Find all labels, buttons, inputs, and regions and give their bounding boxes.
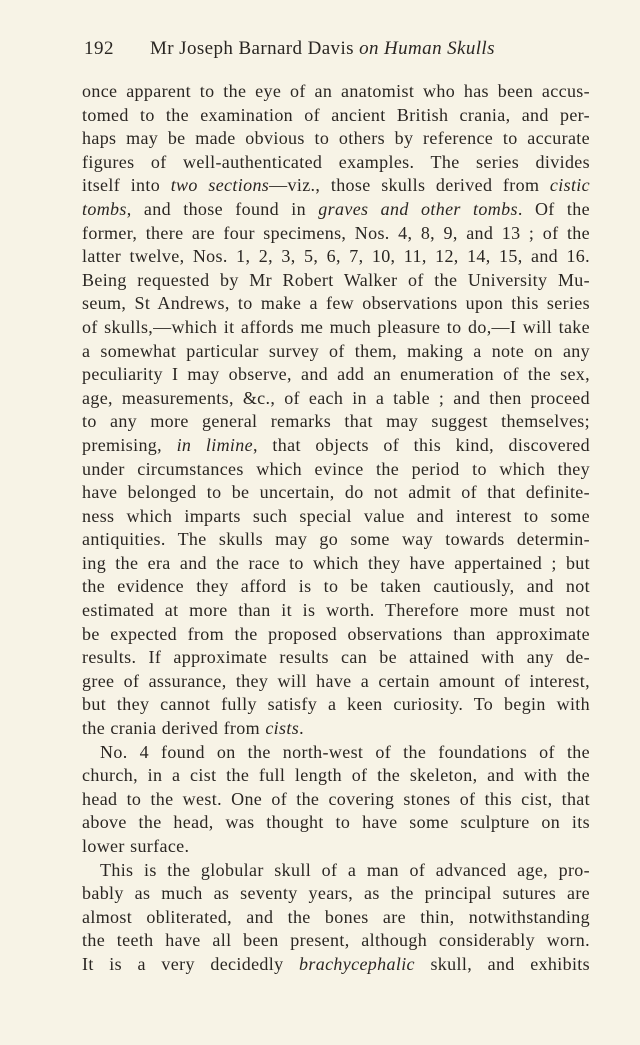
text-line [82, 528, 590, 552]
text-line [82, 623, 590, 647]
text-line [82, 953, 590, 977]
text-segment: almost obliterated, and the bones are thin, notwithstanding [82, 906, 590, 927]
text-line [82, 410, 590, 434]
text-line [82, 198, 590, 222]
text-line [82, 316, 590, 340]
text-line [82, 151, 590, 175]
text-segment: ness which imparts such special value and interest to some [82, 505, 590, 526]
text-segment: the crania derived from [82, 718, 266, 739]
text-line [82, 80, 590, 104]
text-line [82, 741, 590, 765]
italic-text: brachycephalic [299, 953, 415, 974]
text-segment: head to the west. One of the covering stones of this cist, that [82, 788, 590, 809]
text-line [82, 269, 590, 293]
text-line [82, 929, 590, 953]
text-line [82, 859, 590, 883]
text-segment: of skulls,—which it affords me much pleasure to do,—I will take [82, 316, 590, 337]
text-segment: antiquities. The skulls may go some way towards determin- [82, 529, 590, 550]
text-line [82, 363, 590, 387]
text-segment: lower surface. [82, 836, 190, 856]
text-line [82, 127, 590, 151]
italic-text: in limine [176, 434, 253, 455]
text-line [82, 764, 590, 788]
page-number: 192 [84, 38, 114, 59]
text-segment: ing the era and the race to which they have appertained ; but [82, 552, 590, 573]
text-line [82, 222, 590, 246]
text-segment: It is a very decidedly [82, 953, 300, 974]
text-line [82, 575, 590, 599]
text-line [82, 835, 590, 859]
text-segment: but they cannot fully satisfy a keen curiosity. To begin with [82, 694, 590, 715]
text-segment: gree of assurance, they will have a certain amount of interest, [82, 670, 590, 691]
italic-text: cists [265, 718, 300, 739]
text-segment: . [299, 718, 304, 739]
text-line [82, 599, 590, 623]
text-line [82, 670, 590, 694]
text-line [82, 104, 590, 128]
text-line [82, 717, 590, 741]
text-segment: above the head, was thought to have some sculpture on its [82, 812, 590, 833]
body-text [82, 80, 590, 977]
text-segment: results. If approximate results can be attained with any de- [82, 647, 590, 668]
italic-text: graves and other tombs [318, 198, 518, 219]
text-line [82, 174, 590, 198]
text-line [82, 458, 590, 482]
italic-text: tombs [82, 198, 127, 219]
text-line [82, 788, 590, 812]
text-line [82, 882, 590, 906]
text-line [82, 552, 590, 576]
text-segment: be expected from the proposed observations than approximate [82, 623, 590, 644]
text-line [82, 340, 590, 364]
text-segment: under circumstances which evince the period to which they [82, 458, 590, 479]
text-segment: once apparent to the eye of an anatomist who has been accus- [82, 81, 590, 101]
text-line [82, 505, 590, 529]
text-segment: former, there are four specimens, Nos. 4, 8, 9, and 13 ; of the [82, 222, 590, 243]
text-segment: , and those found in [126, 198, 319, 219]
text-line [82, 693, 590, 717]
text-segment: Being requested by Mr Robert Walker of the University Mu- [82, 269, 590, 290]
text-segment: estimated at more than it is worth. Therefore more must not [82, 600, 590, 621]
text-segment: skull, and exhibits [414, 953, 590, 974]
text-segment: a somewhat particular survey of them, making a note on any [82, 340, 590, 361]
text-line [82, 646, 590, 670]
running-title-author: Mr Joseph Barnard Davis [150, 38, 360, 59]
text-line [82, 481, 590, 505]
text-segment: —viz., those skulls derived from [269, 175, 550, 196]
text-segment: age, measurements, &c., of each in a table ; and then proceed [82, 387, 590, 408]
text-segment: figures of well-authenticated examples. The series divides [82, 151, 590, 172]
running-title-subject: on Human Skulls [359, 38, 495, 59]
text-segment: No. 4 found on the north-west of the foundations of the [100, 741, 590, 762]
running-title [150, 38, 495, 60]
text-segment: have belonged to be uncertain, do not admit of that definite- [82, 482, 590, 503]
text-segment: , that objects of this kind, discovered [252, 434, 590, 455]
text-segment: to any more general remarks that may suggest themselves; [82, 411, 590, 432]
text-segment: latter twelve, Nos. 1, 2, 3, 5, 6, 7, 10, 11, 12, 14, 15, and 16. [82, 246, 590, 267]
text-segment: the evidence they afford is to be taken cautiously, and not [82, 576, 590, 597]
text-segment: the teeth have all been present, although considerably worn. [82, 930, 590, 951]
italic-text: two sections [170, 175, 270, 196]
text-line [82, 387, 590, 411]
italic-text: cistic [549, 175, 590, 196]
text-segment: haps may be made obvious to others by reference to accurate [82, 128, 590, 149]
text-line [82, 245, 590, 269]
text-segment: peculiarity I may observe, and add an enumeration of the sex, [82, 364, 590, 385]
running-head [84, 38, 588, 64]
text-line [82, 811, 590, 835]
text-segment: church, in a cist the full length of the skeleton, and with the [82, 765, 590, 786]
text-segment: itself into [82, 175, 171, 196]
text-segment: This is the globular skull of a man of advanced age, pro- [100, 859, 590, 880]
text-line [82, 292, 590, 316]
text-segment: tomed to the examination of ancient British crania, and per- [82, 104, 590, 125]
text-segment: bably as much as seventy years, as the principal sutures are [82, 883, 590, 904]
text-segment: seum, St Andrews, to make a few observations upon this series [82, 293, 590, 314]
text-line [82, 906, 590, 930]
text-segment: . Of the [517, 198, 590, 219]
text-line [82, 434, 590, 458]
text-segment: premising, [82, 434, 177, 455]
